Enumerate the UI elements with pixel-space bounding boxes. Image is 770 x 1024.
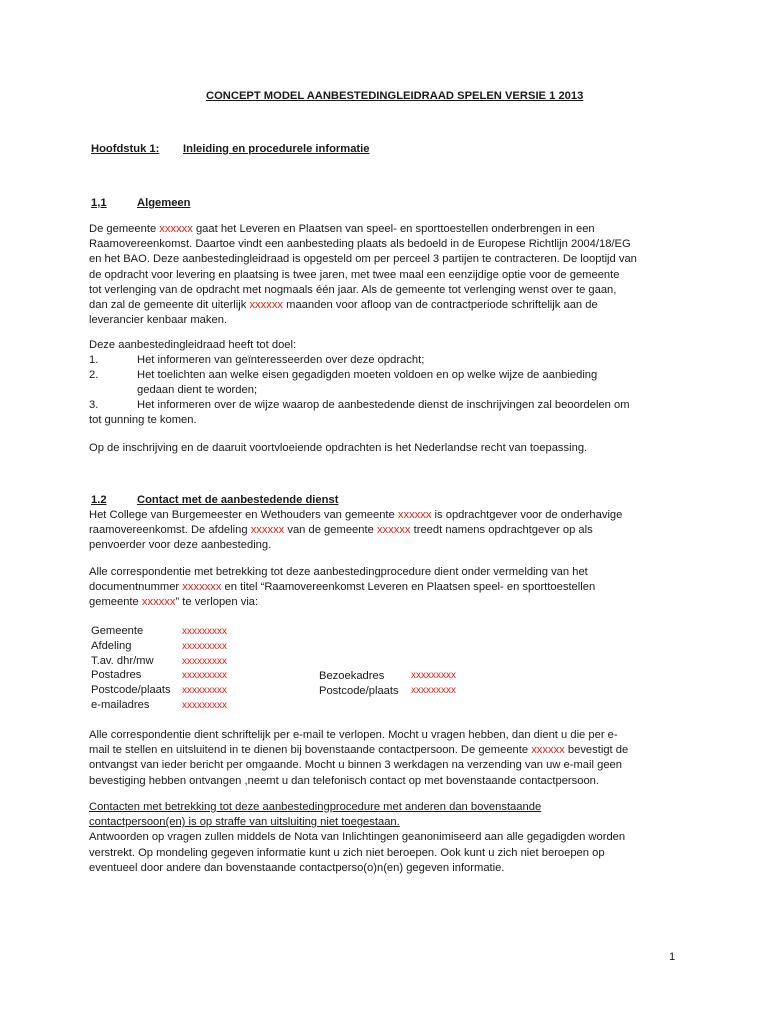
goal-2-text-cont: gedaan dient te worden;: [137, 384, 258, 396]
text-line: leverancier kenbaar maken.: [89, 314, 228, 327]
text-segment: maanden voor afloop van de contractperiode schriftelijk aan de: [283, 299, 598, 312]
text-segment: dan zal de gemeente dit uiterlijk: [89, 299, 250, 312]
placeholder-text: xxxxxx: [397, 509, 432, 521]
text-line: Alle correspondentie dient schriftelijk per e-mail te verlopen. Mocht u vragen hebben, dan dient u die per e-: [89, 729, 618, 741]
text-segment: ” te verlopen via:: [175, 596, 259, 609]
section2-paragraph-3: [89, 728, 689, 789]
page-number: 1: [669, 951, 676, 963]
text-segment: documentnummer: [89, 581, 183, 594]
section2-paragraph-4: [89, 800, 689, 876]
text-segment: gemeente: [89, 596, 142, 609]
contact-label-postcode: Postcode/plaats: [91, 684, 171, 696]
text-line: [89, 580, 689, 595]
contact-value-postcode: xxxxxxxxx: [182, 685, 227, 696]
text-segment: is opdrachtgever voor de onderhavige: [431, 509, 623, 521]
text-line: en het BAO. Deze aanbestedingleidraad is opgesteld om per perceel 3 partijen te contracteren. De looptijd van: [89, 253, 637, 266]
section1-paragraph: [89, 222, 689, 328]
text-segment: en titel “Raamovereenkomst Leveren en Plaatsen speel- en sporttoestellen: [221, 581, 596, 594]
text-line: ontvangst van ieder bericht per omgaande. Mocht u binnen 3 werkdagen na verzending van uw e-mail geen: [89, 759, 622, 772]
text-line: Alle correspondentie met betrekking tot deze aanbestedingprocedure dient onder vermelding van het: [89, 566, 588, 578]
goal-2-text: Het toelichten aan welke eisen gegadigden moeten voldoen en op welke wijze de aanbieding: [137, 369, 598, 381]
text-line: bevestiging hebben ontvangen ,neemt u dan telefonisch contact op met bovenstaande contactpersoon.: [89, 774, 600, 787]
contact-value-postadres: xxxxxxxxx: [182, 670, 227, 681]
text-segment: van de gemeente: [284, 524, 377, 537]
chapter-label: Hoofdstuk 1:: [91, 143, 160, 155]
text-segment: treedt namens opdrachtgever op als: [410, 524, 593, 537]
underlined-line: Contacten met betrekking tot deze aanbestedingprocedure met anderen dan bovenstaande: [89, 801, 542, 813]
text-line: verstrekt. Op mondeling gegeven informatie kunt u zich niet beroepen. Ook kunt u zich niet beroepen op: [89, 846, 605, 859]
chapter-title: Inleiding en procedurele informatie: [183, 143, 370, 155]
section1-number: 1,1: [91, 197, 107, 209]
contact-label-tav: T.av. dhr/mw: [91, 655, 154, 667]
placeholder-text: xxxxxx: [249, 299, 284, 312]
text-segment: raamovereenkomst. De afdeling: [89, 524, 251, 537]
text-line: [89, 743, 689, 758]
visit-label-bezoekadres: Bezoekadres: [319, 670, 385, 682]
goal-intro: Deze aanbestedingleidraad heeft tot doel:: [89, 339, 297, 351]
goal-3-number: 3.: [89, 399, 99, 411]
contact-value-tav: xxxxxxxxx: [182, 656, 227, 667]
contact-label-gemeente: Gemeente: [91, 625, 144, 637]
goal-3-text: Het informeren over de wijze waarop de aanbestedende dienst de inschrijvingen zal beoordelen om: [137, 399, 630, 411]
text-line: [89, 523, 689, 538]
text-line: de opdracht voor levering en plaatsing is twee jaren, met twee maal een eenzijdige optie voor de gemeente: [89, 268, 620, 281]
text-segment: Het College van Burgemeester en Wethouders van gemeente: [89, 509, 398, 521]
visit-value-bezoekadres: xxxxxxxxx: [411, 670, 456, 681]
placeholder-text: xxxxxxx: [182, 581, 222, 594]
text-segment: De gemeente: [89, 223, 160, 235]
visit-value-postcode: xxxxxxxxx: [411, 685, 456, 696]
text-segment: gaat het Leveren en Plaatsen van speel- en sporttoestellen onderbrengen in een: [192, 223, 595, 235]
contact-value-afdeling: xxxxxxxxx: [182, 641, 227, 652]
contact-value-gemeente: xxxxxxxxx: [182, 626, 227, 637]
section2-number: 1.2: [91, 494, 107, 506]
section2-paragraph-1: [89, 508, 689, 554]
text-line: tot verlenging van de opdracht met nogmaals één jaar. Als de gemeente tot verlenging wenst over te gaan,: [89, 283, 617, 296]
text-line: eventueel door andere dan bovenstaande contactperso(o)n(en) gegeven informatie.: [89, 861, 505, 874]
contact-value-email: xxxxxxxxx: [182, 700, 227, 711]
text-line: [89, 508, 689, 523]
text-line: Antwoorden op vragen zullen middels de Nota van Inlichtingen geanonimiseerd aan alle gegadigden worden: [89, 831, 626, 844]
goal-1-text: Het informeren van geïnteresseerden over deze opdracht;: [137, 354, 425, 366]
contact-label-postadres: Postadres: [91, 669, 142, 681]
text-segment: bevestigt de: [564, 744, 629, 757]
text-line: penvoerder voor deze aanbesteding.: [89, 539, 272, 552]
law-statement: Op de inschrijving en de daaruit voortvloeiende opdrachten is het Nederlandse recht van toepassing.: [89, 442, 588, 454]
text-line: [89, 298, 689, 313]
placeholder-text: xxxxxx: [531, 744, 565, 757]
text-line: Raamovereenkomst. Daartoe vindt een aanbesteding plaats als bedoeld in de Europese Richtlijn 2004/18/EG: [89, 238, 631, 251]
contact-label-email: e-mailadres: [91, 699, 150, 711]
text-line: [89, 595, 689, 610]
placeholder-text: xxxxxx: [141, 596, 176, 609]
section1-heading: Algemeen: [137, 197, 191, 209]
placeholder-text: xxxxxx: [159, 223, 193, 235]
section2-heading: Contact met de aanbestedende dienst: [137, 494, 339, 506]
text-segment: mail te stellen en uitsluitend in te dienen bij bovenstaande contactpersoon. De gemeente: [89, 744, 532, 757]
goal-1-number: 1.: [89, 354, 99, 366]
document-title: CONCEPT MODEL AANBESTEDINGLEIDRAAD SPELEN VERSIE 1 2013: [206, 90, 584, 102]
placeholder-text: xxxxxx: [376, 524, 411, 537]
contact-label-afdeling: Afdeling: [91, 640, 132, 652]
underlined-line: contactpersoon(en) is op straffe van uitsluiting niet toegestaan.: [89, 816, 400, 829]
goal-3-text-cont: tot gunning te komen.: [89, 414, 197, 426]
text-line: [89, 222, 689, 237]
visit-label-postcode: Postcode/plaats: [319, 685, 399, 697]
section2-paragraph-2: [89, 565, 689, 611]
placeholder-text: xxxxxx: [250, 524, 285, 537]
goal-2-number: 2.: [89, 369, 99, 381]
